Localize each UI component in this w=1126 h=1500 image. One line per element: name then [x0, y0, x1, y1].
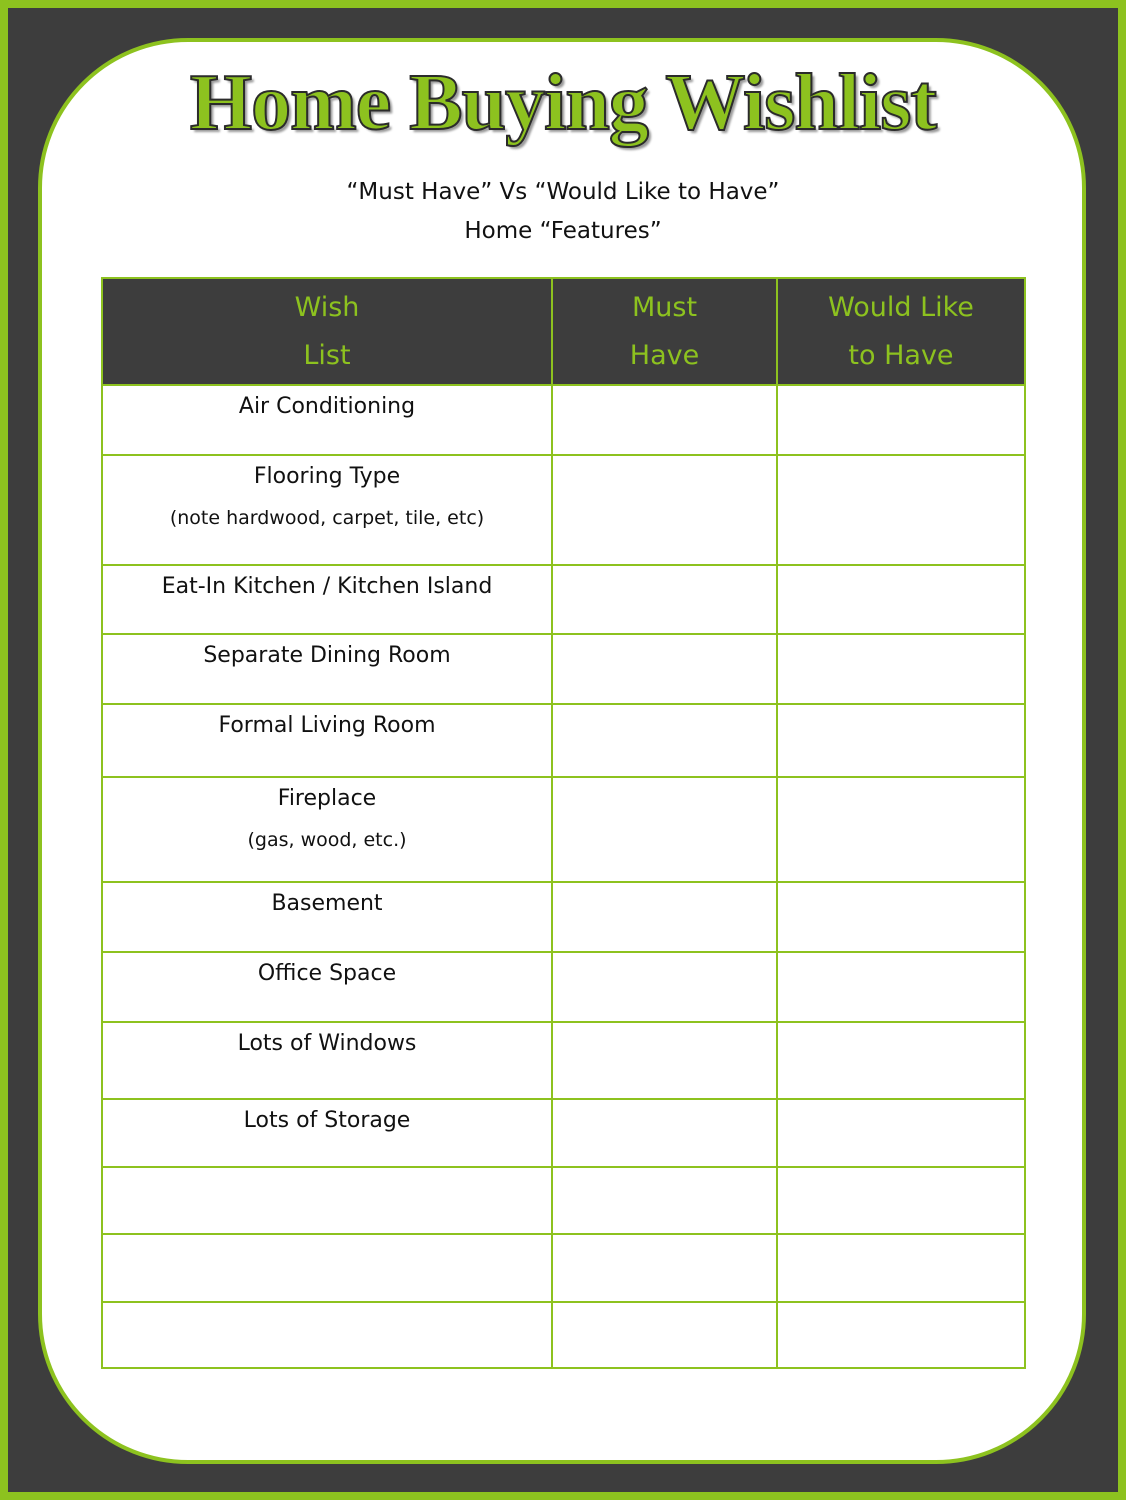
- wish-item-cell[interactable]: [102, 455, 552, 565]
- table-row: [102, 455, 1025, 565]
- header-must-have: [552, 278, 777, 385]
- would-like-cell[interactable]: [777, 1167, 1025, 1234]
- would-like-cell[interactable]: [777, 455, 1025, 565]
- must-have-cell[interactable]: [552, 952, 777, 1022]
- must-have-cell[interactable]: [552, 1022, 777, 1099]
- would-like-cell[interactable]: [777, 882, 1025, 952]
- table-row: [102, 1302, 1025, 1368]
- wish-item-label: Lots of Storage: [243, 1108, 411, 1133]
- page-title: Home Buying Wishlist: [189, 59, 937, 147]
- wish-item-cell[interactable]: [102, 777, 552, 882]
- table-row: [102, 952, 1025, 1022]
- must-have-cell[interactable]: [552, 385, 777, 455]
- header-must-have-line1: Must: [631, 291, 698, 323]
- must-have-cell[interactable]: [552, 1234, 777, 1302]
- wish-item-label: Lots of Windows: [237, 1031, 417, 1056]
- wish-item-label: Eat-In Kitchen / Kitchen Island: [161, 574, 493, 599]
- wish-item-cell[interactable]: [102, 634, 552, 704]
- wish-item-cell[interactable]: [102, 704, 552, 777]
- header-wish-list-line2: List: [303, 339, 351, 371]
- would-like-cell[interactable]: [777, 704, 1025, 777]
- wish-item-cell[interactable]: [102, 952, 552, 1022]
- must-have-cell[interactable]: [552, 882, 777, 952]
- wish-item-label: Formal Living Room: [218, 713, 436, 738]
- header-would-like: [777, 278, 1025, 385]
- table-row: [102, 1234, 1025, 1302]
- would-like-cell[interactable]: [777, 952, 1025, 1022]
- wish-item-note: (note hardwood, carpet, tile, etc): [169, 507, 485, 529]
- table-row: [102, 1099, 1025, 1167]
- table-row: [102, 882, 1025, 952]
- wish-item-note: (gas, wood, etc.): [247, 829, 407, 851]
- wish-item-cell[interactable]: [102, 1099, 552, 1167]
- must-have-cell[interactable]: [552, 1302, 777, 1368]
- table-row: [102, 385, 1025, 455]
- header-would-like-line1: Would Like: [828, 291, 974, 323]
- would-like-cell[interactable]: [777, 777, 1025, 882]
- would-like-cell[interactable]: [777, 1234, 1025, 1302]
- would-like-cell[interactable]: [777, 1302, 1025, 1368]
- wish-item-cell[interactable]: [102, 565, 552, 634]
- header-would-like-line2: to Have: [848, 339, 954, 371]
- must-have-cell[interactable]: [552, 1167, 777, 1234]
- must-have-cell[interactable]: [552, 565, 777, 634]
- wish-item-cell[interactable]: [102, 1302, 552, 1368]
- header-wish-list-line1: Wish: [294, 291, 360, 323]
- table-row: [102, 704, 1025, 777]
- wish-item-label: Basement: [271, 891, 383, 916]
- must-have-cell[interactable]: [552, 777, 777, 882]
- wish-item-cell[interactable]: [102, 1234, 552, 1302]
- must-have-cell[interactable]: [552, 634, 777, 704]
- subtitle-line-1: “Must Have” Vs “Would Like to Have”: [346, 179, 780, 205]
- table-row: [102, 634, 1025, 704]
- would-like-cell[interactable]: [777, 1099, 1025, 1167]
- header-wish-list: [102, 278, 552, 385]
- would-like-cell[interactable]: [777, 565, 1025, 634]
- header-must-have-line2: Have: [629, 339, 700, 371]
- table-row: [102, 1167, 1025, 1234]
- table-header-row: [102, 278, 1025, 385]
- wish-item-label: Office Space: [257, 961, 397, 986]
- table-row: [102, 777, 1025, 882]
- wish-item-label: Fireplace: [277, 786, 377, 811]
- would-like-cell[interactable]: [777, 1022, 1025, 1099]
- wish-item-cell[interactable]: [102, 1022, 552, 1099]
- would-like-cell[interactable]: [777, 385, 1025, 455]
- wish-item-label: Separate Dining Room: [203, 643, 451, 668]
- must-have-cell[interactable]: [552, 1099, 777, 1167]
- wishlist-table: [101, 277, 1026, 1369]
- would-like-cell[interactable]: [777, 634, 1025, 704]
- must-have-cell[interactable]: [552, 455, 777, 565]
- subtitle-line-2: Home “Features”: [464, 218, 662, 244]
- wish-item-cell[interactable]: [102, 882, 552, 952]
- wish-item-cell[interactable]: [102, 385, 552, 455]
- must-have-cell[interactable]: [552, 704, 777, 777]
- wish-item-label: Flooring Type: [253, 464, 401, 489]
- wish-item-cell[interactable]: [102, 1167, 552, 1234]
- table-row: [102, 565, 1025, 634]
- table-row: [102, 1022, 1025, 1099]
- wish-item-label: Air Conditioning: [238, 394, 416, 419]
